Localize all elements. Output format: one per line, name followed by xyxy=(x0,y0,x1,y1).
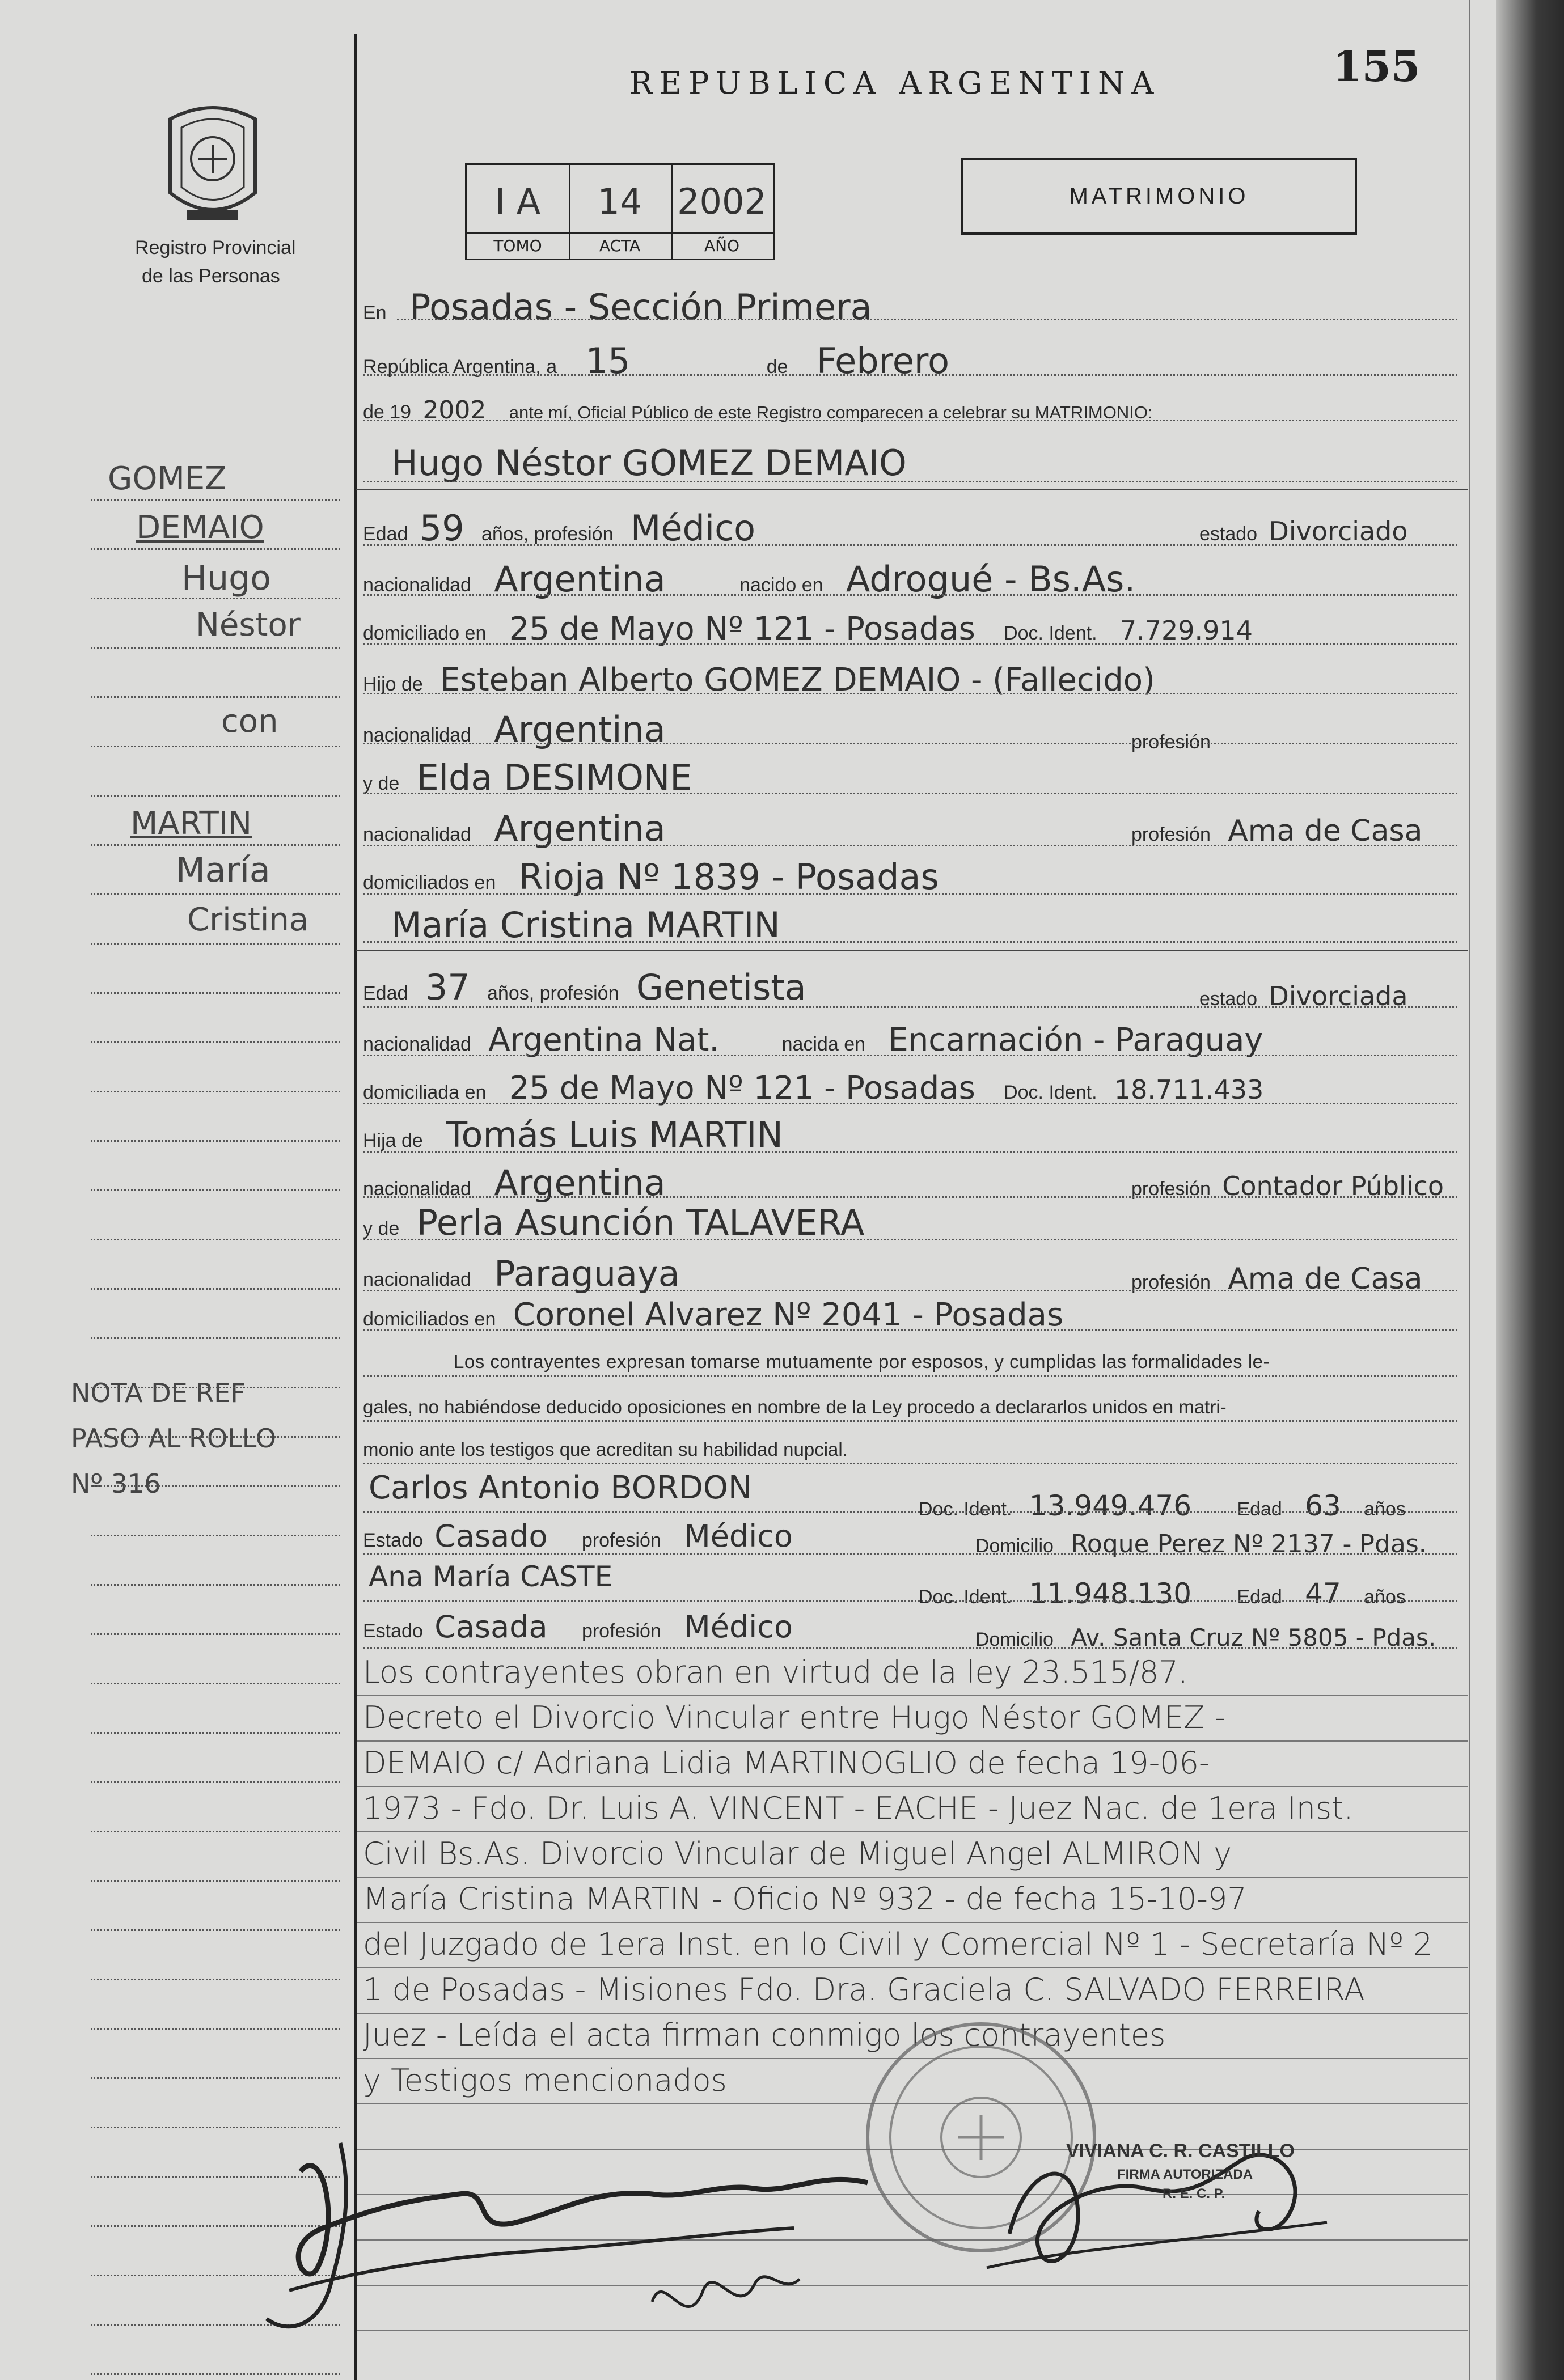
margin-dotted-line xyxy=(91,1535,340,1536)
margin-dotted-line xyxy=(91,548,340,550)
margin-dotted-line xyxy=(91,1436,340,1438)
margin-dotted-line xyxy=(91,2028,340,2030)
margin-dotted-line xyxy=(91,1831,340,1832)
witness2-doc: 11.948.130 xyxy=(1029,1577,1192,1610)
country-heading: REPUBLICA ARGENTINA xyxy=(629,65,1161,101)
margin-dotted-line xyxy=(91,1041,340,1043)
margin-divider xyxy=(354,34,357,2380)
record-type-box: MATRIMONIO xyxy=(961,158,1357,235)
day-value: 15 xyxy=(585,340,631,382)
bride-full-name: María Cristina MARTIN xyxy=(391,904,780,946)
label-nacionalidad-mother: nacionalidad xyxy=(363,824,471,845)
label-nacionalidad-bride-mother: nacionalidad xyxy=(363,1269,471,1290)
margin-dotted-line xyxy=(91,1929,340,1931)
margin-dotted-line xyxy=(91,2077,340,2079)
label-estado-w2: Estado xyxy=(363,1620,423,1642)
bride-age: 37 xyxy=(425,967,470,1008)
margin-dotted-line xyxy=(91,1880,340,1882)
groom-father-nationality: Argentina xyxy=(494,709,666,750)
groom-birthplace: Adrogué - Bs.As. xyxy=(846,558,1136,600)
bride-mother-profession: Ama de Casa xyxy=(1228,1262,1423,1296)
witness2-name: Ana María CASTE xyxy=(369,1560,613,1593)
margin-dotted-line xyxy=(91,1979,340,1980)
witness1-address: Roque Perez Nº 2137 - Pdas. xyxy=(1071,1530,1427,1559)
label-doc-ident-w1: Doc. Ident. xyxy=(919,1498,1012,1520)
groom-status: Divorciado xyxy=(1269,516,1408,547)
bride-father: Tomás Luis MARTIN xyxy=(446,1114,783,1155)
tomo-label: TOMO xyxy=(467,232,569,255)
groom-full-name: Hugo Néstor GOMEZ DEMAIO xyxy=(391,442,907,484)
margin-dotted-line xyxy=(91,1239,340,1240)
bride-father-nationality: Argentina xyxy=(494,1162,666,1204)
note-line: y Testigos mencionados xyxy=(363,2063,727,2098)
groom-parents-address: Rioja Nº 1839 - Posadas xyxy=(518,856,939,897)
bride-mother: Perla Asunción TALAVERA xyxy=(416,1202,865,1243)
groom-mother-nationality: Argentina xyxy=(494,808,666,849)
label-edad-w2: Edad xyxy=(1237,1586,1282,1608)
note-line: Los contrayentes obran en virtud de la ley 23.515/87. xyxy=(363,1654,1188,1690)
margin-dotted-line xyxy=(91,1189,340,1191)
declaration-line1: Los contrayentes expresan tomarse mutuamente por esposos, y cumplidas las formalidades le- xyxy=(454,1351,1270,1372)
label-doc-ident-bride: Doc. Ident. xyxy=(1004,1082,1097,1103)
margin-dotted-line xyxy=(91,1387,340,1388)
note-line: DEMAIO c/ Adriana Lidia MARTINOGLIO de fecha 19-06- xyxy=(363,1745,1210,1781)
margin-dotted-line xyxy=(91,1584,340,1586)
groom-nationality: Argentina xyxy=(494,558,666,600)
bride-mother-nationality: Paraguaya xyxy=(494,1253,680,1294)
margin-dotted-line xyxy=(91,844,340,846)
margin-bride-surname: MARTIN xyxy=(130,805,252,842)
margin-dotted-line xyxy=(91,647,340,649)
label-profesion-bride-father: profesión xyxy=(1131,1178,1211,1200)
margin-groom-name2: Néstor xyxy=(196,607,301,643)
declaration-line2: gales, no habiéndose deducido oposiciones en nombre de la Ley procedo a declararlos unidos en matri- xyxy=(363,1396,1227,1417)
witness1-name: Carlos Antonio BORDON xyxy=(369,1469,752,1506)
margin-dotted-line xyxy=(91,1140,340,1142)
label-domiciliados-en-bride: domiciliados en xyxy=(363,1308,496,1330)
note-line: Civil Bs.As. Divorcio Vincular de Miguel Angel ALMIRON y xyxy=(363,1836,1232,1871)
note-line: 1973 - Fdo. Dr. Luis A. VINCENT - EACHE - Juez Nac. de 1era Inst. xyxy=(363,1790,1354,1826)
ruled-line xyxy=(357,2013,1468,2014)
anio-label: AÑO xyxy=(671,232,773,255)
margin-dotted-line xyxy=(91,1683,340,1684)
margin-dotted-line xyxy=(91,1485,340,1487)
label-profesion-w2: profesión xyxy=(581,1620,661,1642)
bride-doc: 18.711.433 xyxy=(1114,1074,1264,1105)
declaration-line3: monio ante los testigos que acreditan su habilidad nupcial. xyxy=(363,1439,848,1460)
note-line: 1 de Posadas - Misiones Fdo. Dra. Graciela C. SALVADO FERREIRA xyxy=(363,1972,1365,2008)
witness1-profession: Médico xyxy=(684,1518,793,1554)
ruled-line xyxy=(357,1831,1468,1832)
margin-dotted-line xyxy=(91,1633,340,1635)
anio-value: 2002 xyxy=(677,181,767,222)
tomo-value: I A xyxy=(494,181,541,222)
label-domicilio-w2: Domicilio xyxy=(975,1629,1054,1650)
witness2-age: 47 xyxy=(1305,1577,1341,1610)
margin-dotted-line xyxy=(91,598,340,599)
bride-profession: Genetista xyxy=(636,967,806,1008)
official-name-stamp xyxy=(1066,2140,1304,2225)
label-doc-ident: Doc. Ident. xyxy=(1004,622,1097,644)
label-nacida-en: nacida en xyxy=(781,1034,866,1055)
ruled-line xyxy=(357,1786,1468,1787)
note-line: María Cristina MARTIN - Oficio Nº 932 - de fecha 15-10-97 xyxy=(363,1881,1247,1917)
margin-groom-surname2: DEMAIO xyxy=(136,509,264,546)
label-profesion-father: profesión xyxy=(1131,731,1211,753)
witness2-status: Casada xyxy=(434,1609,548,1645)
registry-name-line2: de las Personas xyxy=(142,265,280,287)
margin-bride-name2: Cristina xyxy=(187,901,309,938)
label-edad-bride: Edad xyxy=(363,983,408,1004)
margin-note-line3: Nº 316 xyxy=(71,1468,161,1499)
ruled-line xyxy=(357,1877,1468,1878)
ruled-line xyxy=(357,1740,1468,1742)
label-profesion-bride-mother: profesión xyxy=(1131,1272,1211,1293)
label-edad: Edad xyxy=(363,523,408,545)
ruled-line xyxy=(357,1922,1468,1923)
label-nacido-en: nacido en xyxy=(739,574,823,596)
margin-bride-name1: María xyxy=(176,850,270,890)
margin-dotted-line xyxy=(91,1781,340,1783)
margin-note-line1: NOTA DE REF xyxy=(71,1378,246,1408)
bride-address: 25 de Mayo Nº 121 - Posadas xyxy=(509,1070,975,1107)
note-line: Juez - Leída el acta firman conmigo los contrayentes xyxy=(363,2017,1166,2053)
witness1-age: 63 xyxy=(1305,1489,1341,1522)
bride-father-profession: Contador Público xyxy=(1222,1171,1444,1201)
groom-address: 25 de Mayo Nº 121 - Posadas xyxy=(509,611,975,647)
registry-name-line1: Registro Provincial xyxy=(135,237,296,259)
label-ante-mi: ante mí, Oficial Público de este Registro comparecen a celebrar su MATRIMONIO: xyxy=(509,403,1153,422)
record-number-box xyxy=(465,163,775,260)
margin-dotted-line xyxy=(91,1732,340,1734)
stamp-line2: FIRMA AUTORIZADA xyxy=(1117,2167,1253,2182)
stamp-line3: R. E. C. P. xyxy=(1163,2186,1225,2201)
witness1-doc: 13.949.476 xyxy=(1029,1489,1192,1522)
witness1-status: Casado xyxy=(434,1518,548,1554)
label-anos-profesion-bride: años, profesión xyxy=(487,983,619,1004)
bride-parents-address: Coronel Alvarez Nº 2041 - Posadas xyxy=(513,1297,1064,1333)
label-anos-profesion: años, profesión xyxy=(481,523,614,545)
label-domicilio-w1: Domicilio xyxy=(975,1535,1054,1557)
witness2-profession: Médico xyxy=(684,1609,793,1645)
place-value: Posadas - Sección Primera xyxy=(409,286,872,328)
margin-dotted-line xyxy=(91,893,340,895)
label-nacionalidad-bride-father: nacionalidad xyxy=(363,1178,471,1200)
margin-con: con xyxy=(221,703,278,740)
year-value: 2002 xyxy=(422,396,487,425)
margin-groom-surname1: GOMEZ xyxy=(108,460,227,497)
label-de19: de 19 xyxy=(363,401,412,423)
label-nacionalidad: nacionalidad xyxy=(363,574,471,596)
label-doc-ident-w2: Doc. Ident. xyxy=(919,1586,1012,1608)
stamp-line1: VIVIANA C. R. CASTILLO xyxy=(1066,2140,1295,2162)
label-anos-w1: años xyxy=(1364,1498,1406,1520)
bride-birthplace: Encarnación - Paraguay xyxy=(888,1022,1263,1058)
label-hijo-de: Hijo de xyxy=(363,674,423,695)
groom-profession: Médico xyxy=(630,507,756,549)
label-en: En xyxy=(363,302,387,324)
label-y-de-bride: y de xyxy=(363,1218,400,1239)
month-value: Febrero xyxy=(816,340,949,382)
label-nacionalidad-bride: nacionalidad xyxy=(363,1034,471,1055)
margin-dotted-line xyxy=(91,2373,340,2375)
ruled-line xyxy=(357,1695,1468,1696)
label-domiciliada-en: domiciliada en xyxy=(363,1082,487,1103)
label-anos-w2: años xyxy=(1364,1586,1406,1608)
label-hija-de: Hija de xyxy=(363,1130,423,1151)
margin-groom-name1: Hugo xyxy=(181,558,271,598)
margin-dotted-line xyxy=(91,1337,340,1339)
label-nacionalidad-father: nacionalidad xyxy=(363,725,471,746)
label-domiciliado-en: domiciliado en xyxy=(363,622,487,644)
margin-dotted-line xyxy=(91,746,340,747)
acta-label: ACTA xyxy=(569,232,671,255)
label-estado-w1: Estado xyxy=(363,1530,423,1551)
groom-mother: Elda DESIMONE xyxy=(416,757,692,798)
margin-dotted-line xyxy=(91,1091,340,1092)
margin-dotted-line xyxy=(91,992,340,994)
label-estado-bride: estado xyxy=(1199,988,1258,1010)
bride-nationality: Argentina Nat. xyxy=(488,1022,720,1058)
seal-icon xyxy=(159,96,267,227)
note-line: Decreto el Divorcio Vincular entre Hugo Néstor GOMEZ - xyxy=(363,1700,1225,1735)
groom-age: 59 xyxy=(419,507,464,549)
margin-note-line2: PASO AL ROLLO xyxy=(71,1423,277,1454)
groom-mother-profession: Ama de Casa xyxy=(1228,814,1423,848)
margin-dotted-line xyxy=(91,696,340,698)
groom-father: Esteban Alberto GOMEZ DEMAIO - (Fallecido) xyxy=(440,662,1155,698)
label-domiciliados-en: domiciliados en xyxy=(363,872,496,893)
page-number: 155 xyxy=(1333,43,1421,91)
margin-dotted-line xyxy=(91,1288,340,1290)
label-de: de xyxy=(766,356,788,378)
margin-dotted-line xyxy=(91,943,340,945)
note-line: del Juzgado de 1era Inst. en lo Civil y Comercial Nº 1 - Secretaría Nº 2 xyxy=(363,1926,1433,1962)
label-estado: estado xyxy=(1199,523,1258,545)
bride-status: Divorciada xyxy=(1269,981,1408,1011)
page-right-edge xyxy=(1469,0,1470,2380)
label-y-de: y de xyxy=(363,773,400,794)
witness2-address: Av. Santa Cruz Nº 5805 - Pdas. xyxy=(1071,1624,1436,1651)
margin-dotted-line xyxy=(91,499,340,501)
signature-contrayentes xyxy=(255,2120,953,2358)
label-profesion-mother: profesión xyxy=(1131,824,1211,845)
groom-doc: 7.729.914 xyxy=(1119,615,1253,646)
ruled-line xyxy=(357,1967,1468,1968)
label-profesion-w1: profesión xyxy=(581,1530,661,1551)
acta-value: 14 xyxy=(597,181,642,222)
margin-dotted-line xyxy=(91,795,340,797)
label-edad-w1: Edad xyxy=(1237,1498,1282,1520)
label-republica: República Argentina, a xyxy=(363,356,557,378)
